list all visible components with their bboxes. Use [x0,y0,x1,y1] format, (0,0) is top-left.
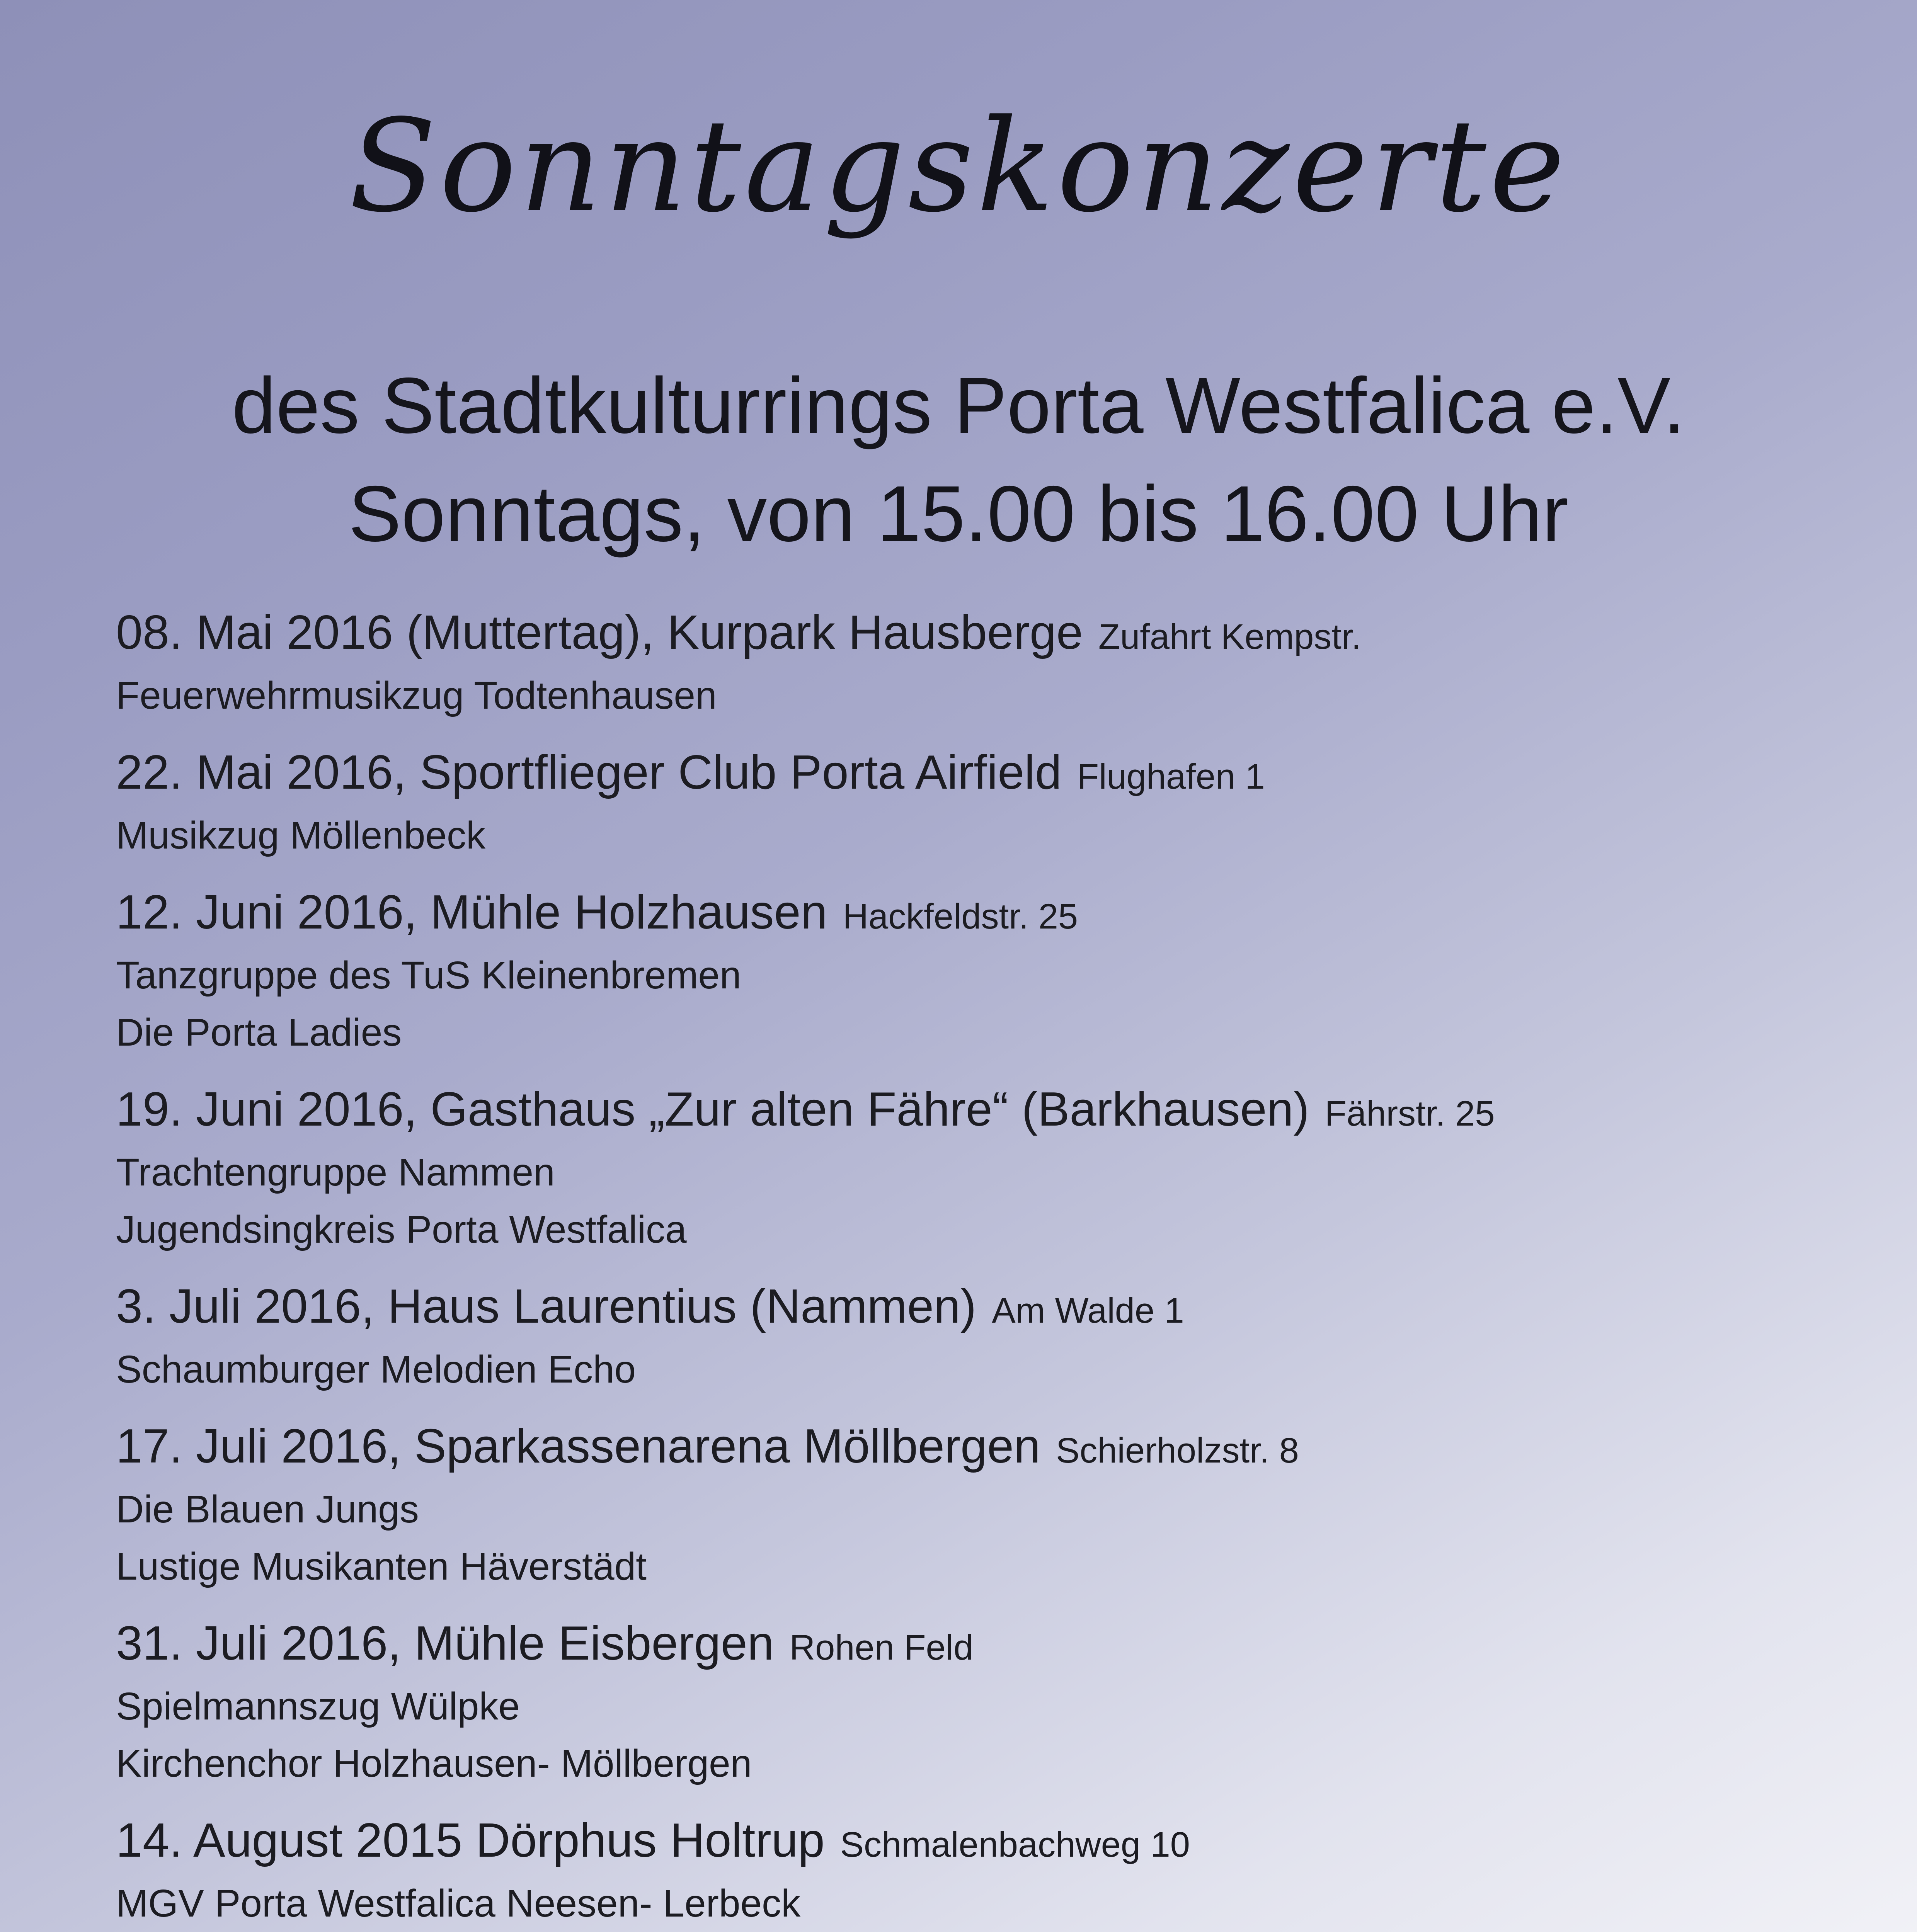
event-date-place: 08. Mai 2016 (Muttertag), Kurpark Hausberge [116,606,1083,659]
event-heading [116,1811,1855,1875]
event-item [116,1614,1855,1792]
event-address: Fährstr. 25 [1325,1094,1495,1133]
event-address: Am Walde 1 [992,1291,1184,1330]
event-heading [116,603,1855,667]
event-address: Schierholzstr. 8 [1056,1431,1299,1470]
event-date-place: 3. Juli 2016, Haus Laurentius (Nammen) [116,1280,977,1333]
event-date-place: 22. Mai 2016, Sportflieger Club Porta Airfield [116,746,1062,799]
event-address: Zufahrt Kempstr. [1098,617,1361,656]
event-performer: Musikzug Möllenbeck [116,814,485,857]
event-performer: Kirchenchor Holzhausen- Möllbergen [116,1742,752,1785]
event-item [116,883,1855,1061]
event-performer: MGV Porta Westfalica Neesen- Lerbeck [116,1882,801,1925]
event-heading [116,1277,1855,1341]
event-heading [116,883,1855,947]
event-date-place: 31. Juli 2016, Mühle Eisbergen [116,1617,774,1670]
event-item [116,1417,1855,1595]
event-performer: Feuerwehrmusikzug Todtenhausen [116,674,717,717]
event-heading [116,743,1855,807]
event-performer: Tanzgruppe des TuS Kleinenbremen [116,954,741,997]
time-subtitle: Sonntags, von 15.00 bis 16.00 Uhr [348,469,1569,558]
event-performer: Trachtengruppe Nammen [116,1151,555,1194]
event-heading [116,1614,1855,1678]
event-item [116,743,1855,864]
event-list [116,603,1855,1932]
event-date-place: 19. Juni 2016, Gasthaus „Zur alten Fähre“ (Barkhausen) [116,1083,1309,1136]
event-item [116,1811,1855,1932]
event-item [116,1277,1855,1398]
event-date-place: 12. Juni 2016, Mühle Holzhausen [116,886,827,939]
event-address: Schmalenbachweg 10 [840,1825,1190,1864]
event-item [116,603,1855,724]
event-address: Flughafen 1 [1077,757,1265,796]
event-heading [116,1417,1855,1481]
event-date-place: 14. August 2015 Dörphus Holtrup [116,1814,825,1867]
event-performer: Lustige Musikanten Häverstädt [116,1545,647,1588]
event-performer: Die Porta Ladies [116,1011,402,1054]
event-performer: Spielmannszug Wülpke [116,1685,520,1728]
event-address: Hackfeldstr. 25 [843,897,1078,936]
event-performer: Schaumburger Melodien Echo [116,1348,636,1391]
event-address: Rohen Feld [789,1628,974,1667]
event-item [116,1080,1855,1258]
organizer-subtitle: des Stadtkulturrings Porta Westfalica e.V. [232,361,1685,450]
event-performer: Jugendsingkreis Porta Westfalica [116,1208,687,1251]
event-heading [116,1080,1855,1144]
event-date-place: 17. Juli 2016, Sparkassenarena Möllbergen [116,1420,1040,1473]
event-performer: Die Blauen Jungs [116,1488,419,1531]
poster-title: Sonntagskonzerte [349,92,1568,240]
